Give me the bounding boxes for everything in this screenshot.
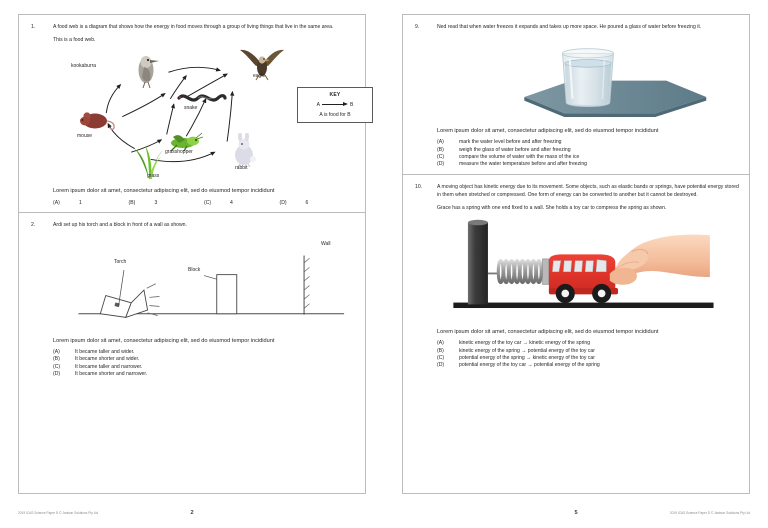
food-web-diagram [53, 45, 355, 183]
rabbit-icon [229, 133, 259, 167]
option-label: (B) [128, 199, 136, 206]
legend-b-label: B [350, 101, 354, 108]
mouse-icon [79, 109, 117, 133]
question-stem: Lorem ipsum dolor sit amet, consectetur adipiscing elit, sed do eiusmod tempor incididunt [437, 329, 659, 336]
question-number: 9. [415, 24, 420, 30]
option-b[interactable] [129, 200, 205, 206]
option-d[interactable] [437, 161, 739, 168]
legend-title: KEY [329, 91, 341, 98]
question-stem: Lorem ipsum dolor sit amet, consectetur adipiscing elit, sed do eiusmod tempor incididunt [437, 128, 659, 135]
option-b[interactable] [437, 147, 739, 154]
page-left-frame [18, 14, 366, 494]
option-label: (A) [437, 340, 444, 347]
question-9 [403, 15, 749, 175]
option-label: (A) [53, 349, 60, 356]
page-number: 2 [190, 510, 194, 516]
legend-caption: A is food for B [319, 111, 351, 118]
option-label: (B) [53, 356, 60, 363]
option-a[interactable] [53, 200, 129, 206]
copyright-text: 2019 ICAS Science Paper D © Janison Solutions Pty Ltd [18, 511, 99, 515]
option-b[interactable] [53, 356, 355, 363]
option-text: 6 [305, 199, 309, 206]
option-text: 1 [79, 199, 82, 206]
option-label: (A) [53, 199, 60, 206]
option-label: (D) [437, 362, 445, 369]
answer-options [437, 340, 739, 369]
option-text: kinetic energy of the spring → potential energy of the toy car [459, 347, 595, 354]
glass-of-water-image [437, 31, 739, 123]
node-label-mouse: mouse [77, 132, 93, 139]
option-text: potential energy of the toy car → potential energy of the spring [459, 362, 600, 369]
option-d[interactable] [280, 200, 356, 206]
question-paragraph: Ned read that when water freezes it expands and takes up more space. He poured a glass of water before freezing it. [437, 24, 702, 30]
question-stem: Lorem ipsum dolor sit amet, consectetur adipiscing elit, sed do eiusmod tempor incididunt [53, 338, 275, 345]
option-b[interactable] [437, 348, 739, 355]
option-c[interactable] [53, 364, 355, 371]
option-label: (B) [437, 347, 444, 354]
option-text: It became taller and narrower. [75, 363, 143, 370]
question-1 [19, 15, 365, 213]
node-label-snake: snake [184, 104, 198, 111]
kookaburra-icon [131, 51, 161, 89]
node-label-eagle: eagle [253, 72, 266, 79]
node-label-grasshopper: grasshopper [165, 148, 193, 155]
option-text: compare the volume of water with the mass of the ice [459, 153, 580, 160]
legend-a-label: A [316, 101, 320, 108]
page-number: 5 [574, 510, 578, 516]
page-right [384, 0, 768, 528]
option-label: (D) [53, 370, 61, 377]
figure-label-wall: Wall [321, 241, 331, 248]
node-label-kookaburra: kookaburra [71, 62, 97, 69]
answer-options [53, 200, 355, 206]
option-d[interactable] [53, 371, 355, 378]
option-label: (C) [204, 199, 212, 206]
option-c[interactable] [204, 200, 280, 206]
option-text: 4 [230, 199, 233, 206]
option-label: (C) [53, 363, 61, 370]
question-number: 10. [415, 184, 423, 191]
legend-arrow-row [304, 102, 366, 108]
option-c[interactable] [437, 154, 739, 161]
option-a[interactable] [437, 340, 739, 347]
option-text: kinetic energy of the toy car → kinetic energy of the spring [459, 340, 591, 347]
node-label-rabbit: rabbit [235, 164, 248, 171]
option-text: It became shorter and narrower. [75, 370, 148, 377]
figure-label-block: Block [188, 267, 201, 274]
answer-options [437, 139, 739, 168]
option-text: mark the water level before and after freezing [459, 139, 562, 146]
answer-options [53, 349, 355, 378]
question-paragraph: This is a food web. [53, 37, 96, 44]
option-text: It became taller and wider. [75, 349, 135, 356]
option-c[interactable] [437, 355, 739, 362]
option-label: (A) [437, 139, 444, 146]
spring-toy-car-image [437, 212, 739, 324]
option-text: potential energy of the spring → kinetic energy of the toy car [459, 354, 595, 361]
question-paragraph: A food web is a diagram that shows how the energy in food moves through a group of living things that live in the same area. [53, 24, 334, 30]
option-label: (D) [437, 161, 445, 168]
node-label-grass: grass [147, 172, 160, 179]
figure-label-torch: Torch [114, 259, 127, 266]
page-right-frame [402, 14, 750, 494]
question-paragraph: Grace has a spring with one end fixed to a wall. She holds a toy car to compress the spring as shown. [437, 205, 667, 212]
page-footer-left [18, 506, 366, 520]
copyright-text: 2019 ICAS Science Paper D © Janison Solutions Pty Ltd [669, 511, 750, 515]
option-label: (C) [437, 354, 445, 361]
option-text: measure the water temperature before and after freezing [459, 161, 587, 168]
question-10 [403, 175, 749, 375]
question-stem: Lorem ipsum dolor sit amet, consectetur adipiscing elit, sed do eiusmod tempor incididunt [53, 187, 275, 194]
question-paragraph: Ardi set up his torch and a block in front of a wall as shown. [53, 221, 187, 228]
legend-key-box [297, 87, 373, 123]
option-d[interactable] [437, 362, 739, 369]
option-a[interactable] [53, 349, 355, 356]
page-footer-right [402, 506, 750, 520]
option-label: (C) [437, 153, 445, 160]
question-2 [19, 213, 365, 384]
option-text: 3 [154, 199, 158, 206]
question-number: 2. [31, 221, 36, 228]
torch-block-wall-diagram [53, 229, 355, 333]
option-a[interactable] [437, 139, 739, 146]
arrow-icon [322, 102, 348, 107]
question-paragraph: A moving object has kinetic energy due to its movement. Some objects, such as elastic bands or springs, have potential energy stored in them when stretched or compressed. One form of energy can be converted to another but it cannot be destroyed. [437, 184, 739, 198]
option-text: weigh the glass of water before and after freezing [459, 146, 571, 153]
question-number: 1. [31, 24, 36, 30]
grasshopper-icon [165, 131, 203, 151]
option-label: (B) [437, 146, 444, 153]
option-label: (D) [279, 199, 287, 206]
option-text: It became shorter and wider. [75, 356, 140, 363]
